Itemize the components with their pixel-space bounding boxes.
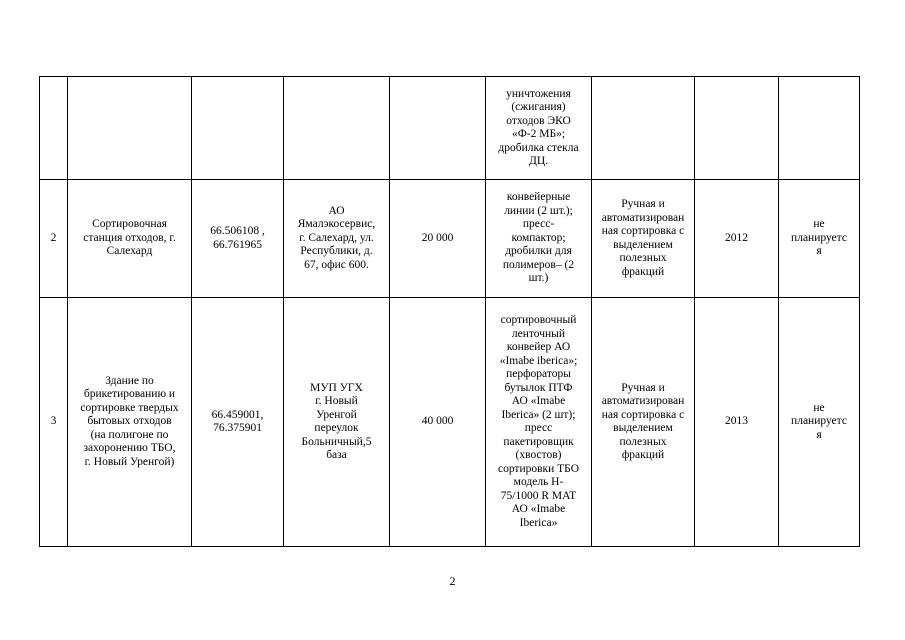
cell-name: Здание по брикетированию и сортировке твердых бытовых отходов (на полигоне по захоронению ТБО, г. Новый Уренгой) [68,298,192,547]
cell-year: 2013 [695,298,779,547]
cell-number: 2 [40,180,68,298]
table-row [40,298,860,547]
cell-year [695,77,779,180]
cell-number [40,77,68,180]
cell-coordinates: 66.459001, 76.375901 [192,298,284,547]
cell-operator: МУП УГХ г. Новый Уренгой переулок Больничный,5 база [284,298,390,547]
cell-name [68,77,192,180]
cell-capacity: 40 000 [390,298,486,547]
facilities-table [39,76,860,547]
cell-plans: не планируетс я [779,298,860,547]
cell-equipment: уничтожения (сжигания) отходов ЭКО «Ф-2 МБ»; дробилка стекла ДЦ. [486,77,592,180]
cell-plans [779,77,860,180]
cell-sorting: Ручная и автоматизирован ная сортировка с выделением полезных фракций [592,298,695,547]
cell-equipment: конвейерные линии (2 шт.); пресс- компактор; дробилки для полимеров– (2 шт.) [486,180,592,298]
page-number: 2 [449,574,456,588]
cell-plans: не планируетс я [779,180,860,298]
cell-operator [284,77,390,180]
cell-sorting: Ручная и автоматизирован ная сортировка с выделением полезных фракций [592,180,695,298]
table-row [40,180,860,298]
table-row-continuation [40,77,860,180]
cell-capacity: 20 000 [390,180,486,298]
cell-equipment: сортировочный ленточный конвейер АО «Imabe iberica»; перфораторы бутылок ПТФ АО «Imabe Iberica» (2 шт); пресс пакетировщик (хвостов) сортировки ТБО модель Н- 75/1000 R MAT АО «Imabe Iberica» [486,298,592,547]
cell-number: 3 [40,298,68,547]
cell-sorting [592,77,695,180]
cell-operator: АО Ямалэкосервис, г. Салехард, ул. Республики, д. 67, офис 600. [284,180,390,298]
cell-coordinates [192,77,284,180]
cell-capacity [390,77,486,180]
cell-name: Сортировочная станция отходов, г. Салехард [68,180,192,298]
cell-coordinates: 66.506108 , 66.761965 [192,180,284,298]
cell-year: 2012 [695,180,779,298]
